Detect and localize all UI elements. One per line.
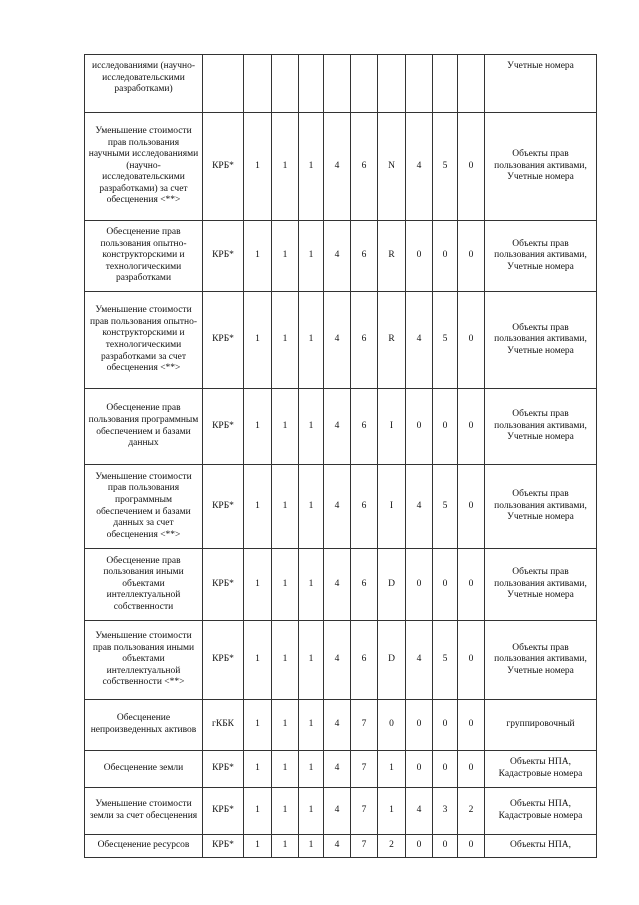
analytics-cell: Объекты прав пользования активами, Учетные номера [485,221,597,292]
analytics-cell: Объекты прав пользования активами, Учетные номера [485,549,597,621]
table-row [85,389,597,465]
account-name-cell: Обесценение земли [85,751,203,788]
code-digit-cell: 5 [433,465,458,549]
code-digit-cell: 1 [244,621,272,700]
code-digit-cell: 1 [299,292,324,389]
code-digit-cell: 4 [324,835,351,858]
code-digit-cell: 0 [458,549,485,621]
code-digit-cell: D [378,549,406,621]
code-digit-cell: 6 [351,621,378,700]
code-digit-cell: 1 [272,700,299,751]
code-digit-cell: 1 [272,788,299,835]
code-digit-cell: 0 [406,700,433,751]
code-digit-cell: 3 [433,788,458,835]
code-digit-cell: 6 [351,221,378,292]
code-digit-cell: 0 [458,621,485,700]
account-name-cell: Обесценение непроизведенных активов [85,700,203,751]
analytics-cell: Объекты НПА, [485,835,597,858]
code-digit-cell: 6 [351,113,378,221]
code-digit-cell [351,55,378,113]
code-digit-cell: 0 [458,221,485,292]
code-digit-cell: 6 [351,389,378,465]
code-digit-cell: 0 [458,465,485,549]
code-digit-cell: 1 [244,292,272,389]
code-digit-cell: I [378,465,406,549]
code-digit-cell: 0 [406,549,433,621]
code-digit-cell: 0 [378,700,406,751]
code-digit-cell: 0 [433,835,458,858]
account-name-cell: Уменьшение стоимости прав пользования опытно-конструкторскими и технологическими разработками за счет обесценения <**> [85,292,203,389]
code-digit-cell: 1 [272,292,299,389]
analytics-cell: Объекты прав пользования активами, Учетные номера [485,113,597,221]
code-digit-cell: 4 [324,751,351,788]
code-digit-cell: 1 [244,389,272,465]
account-type-cell: КРБ* [203,835,244,858]
account-type-cell [203,55,244,113]
code-digit-cell: 0 [433,700,458,751]
code-digit-cell: 6 [351,292,378,389]
analytics-cell: Объекты прав пользования активами, Учетные номера [485,465,597,549]
table-row [85,113,597,221]
code-digit-cell: 4 [324,549,351,621]
code-digit-cell: 7 [351,700,378,751]
code-digit-cell: 1 [244,700,272,751]
table-row [85,549,597,621]
code-digit-cell: 4 [324,621,351,700]
code-digit-cell: 1 [244,113,272,221]
analytics-cell: Объекты НПА, Кадастровые номера [485,788,597,835]
code-digit-cell: 1 [244,221,272,292]
code-digit-cell: 0 [458,835,485,858]
code-digit-cell: 7 [351,835,378,858]
code-digit-cell: 1 [272,113,299,221]
code-digit-cell [324,55,351,113]
code-digit-cell: 1 [272,835,299,858]
table-row [85,751,597,788]
accounts-table [84,54,597,858]
code-digit-cell: 5 [433,621,458,700]
code-digit-cell: R [378,221,406,292]
code-digit-cell: 1 [299,389,324,465]
table-row [85,55,597,113]
code-digit-cell: 2 [378,835,406,858]
code-digit-cell: 1 [272,621,299,700]
code-digit-cell: R [378,292,406,389]
code-digit-cell: 0 [406,389,433,465]
table-row [85,292,597,389]
code-digit-cell: 0 [433,221,458,292]
code-digit-cell: 4 [324,292,351,389]
code-digit-cell: I [378,389,406,465]
table-row [85,221,597,292]
code-digit-cell: 1 [299,788,324,835]
table-row [85,835,597,858]
code-digit-cell: 0 [458,700,485,751]
code-digit-cell: 7 [351,751,378,788]
code-digit-cell: 0 [458,292,485,389]
code-digit-cell [244,55,272,113]
code-digit-cell: 4 [406,621,433,700]
code-digit-cell: 1 [272,221,299,292]
code-digit-cell: 1 [299,621,324,700]
code-digit-cell: 6 [351,549,378,621]
code-digit-cell: 0 [406,835,433,858]
account-name-cell: Уменьшение стоимости земли за счет обесценения [85,788,203,835]
code-digit-cell: 1 [244,788,272,835]
code-digit-cell: 1 [299,549,324,621]
code-digit-cell [458,55,485,113]
code-digit-cell: 1 [244,465,272,549]
table-body [85,55,597,858]
account-type-cell: КРБ* [203,389,244,465]
code-digit-cell: N [378,113,406,221]
table-row [85,700,597,751]
analytics-cell: Объекты прав пользования активами, Учетные номера [485,292,597,389]
code-digit-cell: 6 [351,465,378,549]
account-name-cell: Уменьшение стоимости прав пользования программным обеспечением и базами данных за счет обесценения <**> [85,465,203,549]
account-name-cell: Уменьшение стоимости прав пользования научными исследованиями (научно-исследовательскими разработками) за счет обесценения <**> [85,113,203,221]
code-digit-cell: 1 [299,700,324,751]
code-digit-cell: 4 [406,113,433,221]
code-digit-cell: 1 [299,465,324,549]
table-row [85,465,597,549]
analytics-cell: Объекты НПА, Кадастровые номера [485,751,597,788]
code-digit-cell: 0 [406,221,433,292]
account-name-cell: Обесценение прав пользования иными объектами интеллектуальной собственности [85,549,203,621]
code-digit-cell: 1 [378,788,406,835]
code-digit-cell: 0 [433,389,458,465]
code-digit-cell: 0 [406,751,433,788]
account-type-cell: КРБ* [203,751,244,788]
code-digit-cell: 2 [458,788,485,835]
account-type-cell: КРБ* [203,621,244,700]
code-digit-cell: 1 [299,835,324,858]
account-name-cell: Обесценение прав пользования программным обеспечением и базами данных [85,389,203,465]
code-digit-cell: 1 [272,465,299,549]
code-digit-cell: 1 [244,751,272,788]
code-digit-cell: 1 [272,389,299,465]
code-digit-cell: 1 [244,835,272,858]
code-digit-cell: 1 [299,113,324,221]
code-digit-cell: 4 [324,113,351,221]
code-digit-cell: 4 [406,465,433,549]
code-digit-cell: 4 [324,700,351,751]
analytics-cell: группировочный [485,700,597,751]
account-type-cell: гКБК [203,700,244,751]
account-type-cell: КРБ* [203,221,244,292]
code-digit-cell: 7 [351,788,378,835]
account-name-cell: Обесценение прав пользования опытно-конструкторскими и технологическими разработками [85,221,203,292]
account-type-cell: КРБ* [203,788,244,835]
account-type-cell: КРБ* [203,113,244,221]
code-digit-cell: 1 [272,751,299,788]
analytics-cell: Объекты прав пользования активами, Учетные номера [485,621,597,700]
code-digit-cell [433,55,458,113]
code-digit-cell: 0 [458,389,485,465]
account-name-cell: Уменьшение стоимости прав пользования иными объектами интеллектуальной собственности <**> [85,621,203,700]
account-type-cell: КРБ* [203,465,244,549]
table-row [85,621,597,700]
code-digit-cell: 1 [299,221,324,292]
code-digit-cell: 0 [458,751,485,788]
code-digit-cell: 1 [244,549,272,621]
code-digit-cell: 4 [406,292,433,389]
code-digit-cell: D [378,621,406,700]
analytics-cell: Объекты прав пользования активами, Учетные номера [485,389,597,465]
account-name-cell: Обесценение ресурсов [85,835,203,858]
code-digit-cell: 1 [299,751,324,788]
account-type-cell: КРБ* [203,292,244,389]
code-digit-cell: 1 [378,751,406,788]
code-digit-cell: 4 [324,465,351,549]
code-digit-cell: 0 [433,751,458,788]
analytics-cell: Учетные номера [485,55,597,113]
code-digit-cell [299,55,324,113]
code-digit-cell: 4 [324,389,351,465]
code-digit-cell: 4 [324,788,351,835]
code-digit-cell [406,55,433,113]
code-digit-cell: 1 [272,549,299,621]
code-digit-cell: 4 [406,788,433,835]
table-row [85,788,597,835]
code-digit-cell: 5 [433,292,458,389]
code-digit-cell [378,55,406,113]
code-digit-cell: 5 [433,113,458,221]
account-type-cell: КРБ* [203,549,244,621]
code-digit-cell: 4 [324,221,351,292]
code-digit-cell: 0 [433,549,458,621]
account-name-cell: исследованиями (научно-исследовательскими разработками) [85,55,203,113]
code-digit-cell [272,55,299,113]
code-digit-cell: 0 [458,113,485,221]
